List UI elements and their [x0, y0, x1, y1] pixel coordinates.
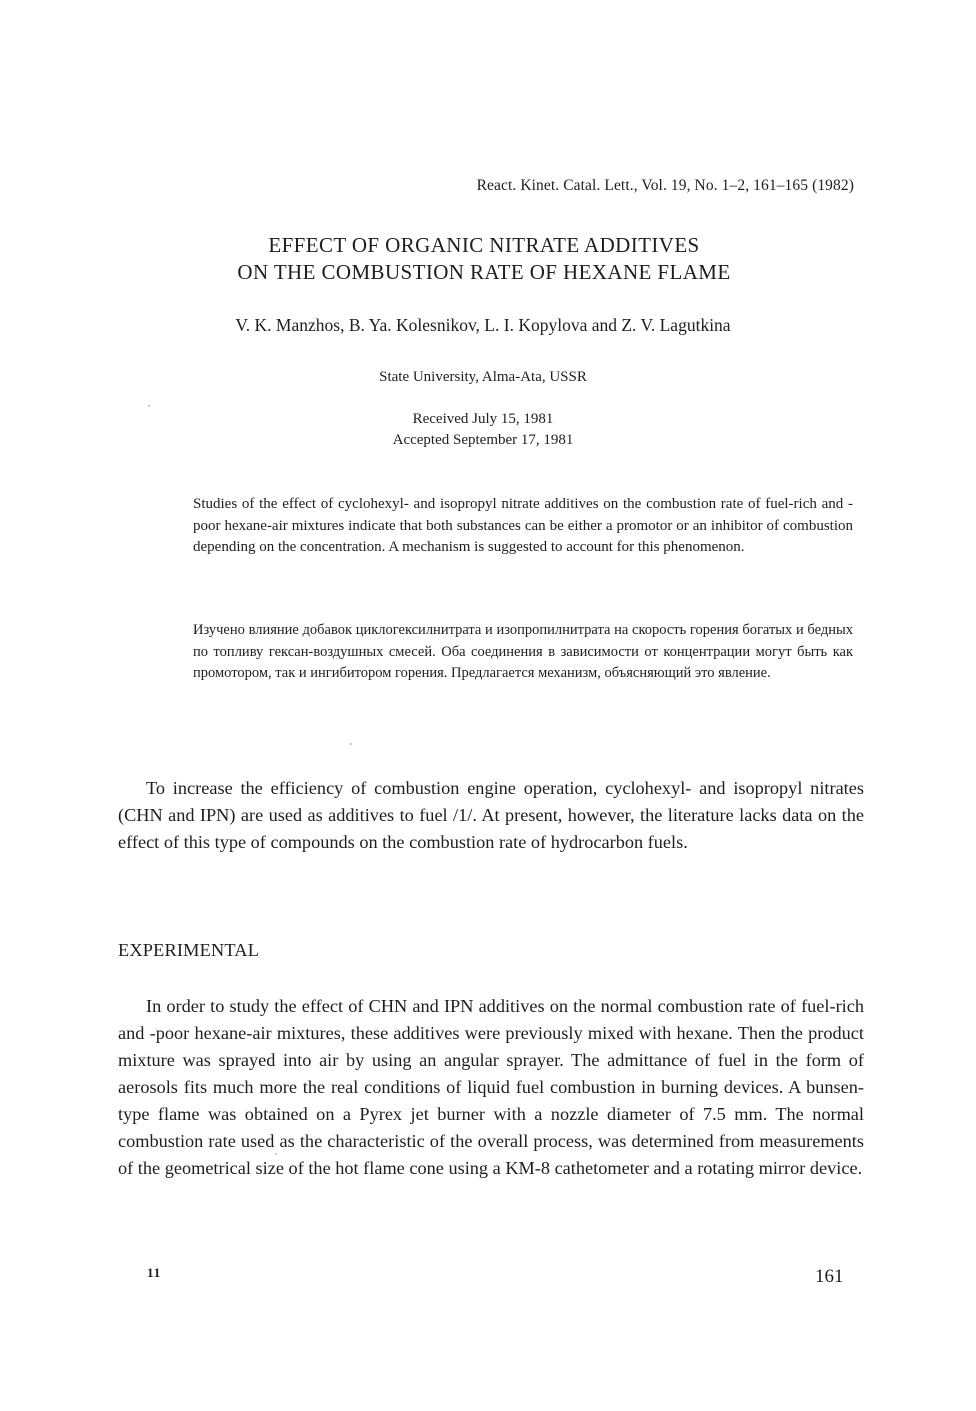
page-number: 161 [815, 1266, 844, 1287]
signature-mark: 11 [147, 1265, 162, 1280]
scan-speck [148, 405, 150, 407]
scan-speck [350, 743, 352, 745]
journal-reference: React. Kinet. Catal. Lett., Vol. 19, No. 1–2, 161–165 (1982) [476, 177, 854, 194]
title-line-1: EFFECT OF ORGANIC NITRATE ADDITIVES [268, 233, 700, 257]
article-title [0, 232, 968, 286]
abstract-russian: Изучено влияние добавок циклогексилнитрата и изопропилнитрата на скорость горения богатых и бедных по топливу гексан-воздушных смесей. Оба соединения в зависимости от концентрации могут быть как промотором, так и ингибитором горения. Предлагается механизм, объясняющий это явление. [193, 622, 853, 682]
authors: V. K. Manzhos, B. Ya. Kolesnikov, L. I. Kopylova and Z. V. Lagutkina [235, 315, 731, 335]
intro-paragraph: To increase the efficiency of combustion engine operation, cyclohexyl- and isopropyl nitrates (CHN and IPN) are used as additives to fuel /1/. At present, however, the literature lacks data on the effect of this type of compounds on the combustion rate of hydrocarbon fuels. [118, 778, 864, 852]
title-line-2: ON THE COMBUSTION RATE OF HEXANE FLAME [237, 260, 731, 284]
experimental-paragraph: In order to study the effect of CHN and IPN additives on the normal combustion rate of fuel-rich and -poor hexane-air mixtures, these additives were previously mixed with hexane. Then the product mixture was sprayed into air by using an angular sprayer. The admittance of fuel in the form of aerosols fits much more the real conditions of liquid fuel combustion in burning devices. A bunsen-type flame was obtained on a Pyrex jet burner with a nozzle diameter of 7.5 mm. The normal combustion rate used as the characteristic of the overall process, was determined from measurements of the geometrical size of the hot flame cone using a KM-8 cathetometer and a rotating mirror device. [118, 996, 864, 1178]
scan-speck [275, 1153, 277, 1155]
received-date: Received July 15, 1981 [412, 411, 554, 427]
submission-dates [0, 409, 966, 451]
accepted-date: Accepted September 17, 1981 [392, 432, 574, 448]
affiliation: State University, Alma-Ata, USSR [379, 369, 587, 385]
section-heading-experimental: EXPERIMENTAL [118, 940, 260, 960]
abstract-english: Studies of the effect of cyclohexyl- and isopropyl nitrate additives on the combustion rate of fuel-rich and -poor hexane-air mixtures indicate that both substances can be either a promotor or an inhibitor of combustion depending on the concentration. A mechanism is suggested to account for this phenomenon. [193, 496, 853, 556]
